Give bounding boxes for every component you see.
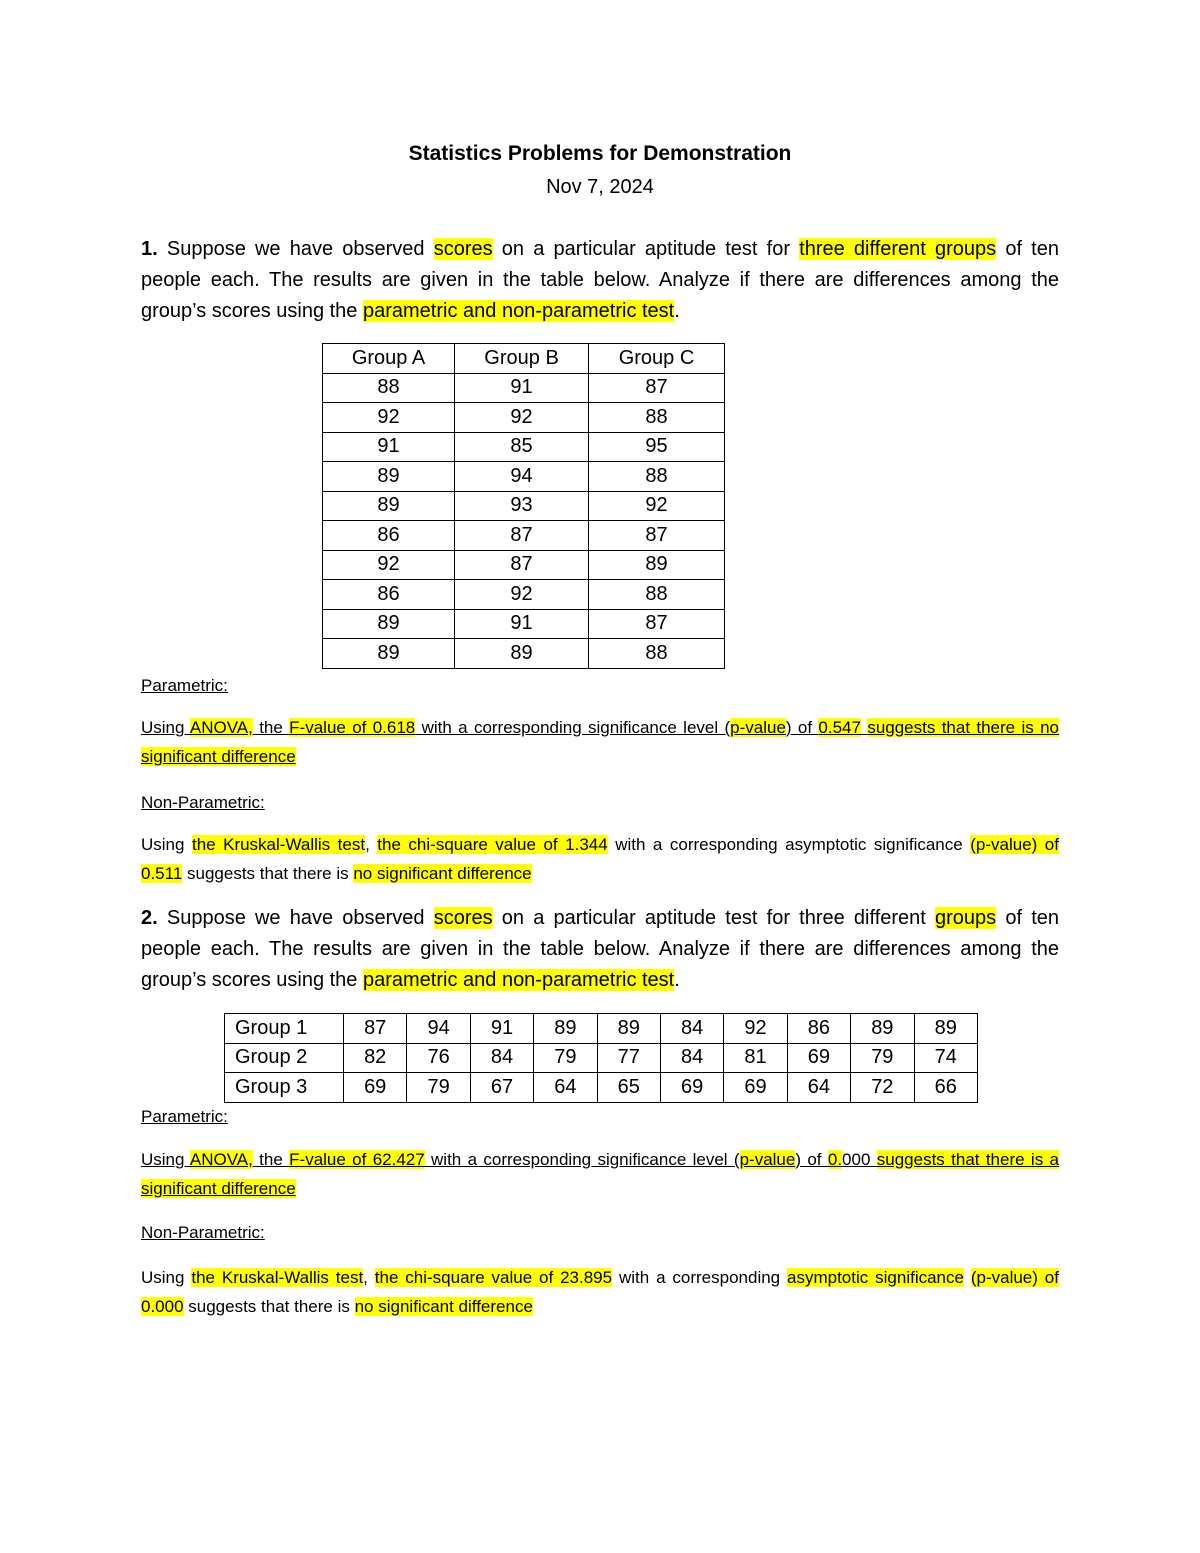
text: with a corresponding significance level (	[415, 718, 731, 737]
table-cell: 85	[455, 432, 589, 462]
table-row	[323, 432, 725, 462]
table-cell: 84	[470, 1043, 533, 1073]
highlight: p-value	[730, 718, 786, 737]
table-cell: 93	[455, 491, 589, 521]
problem-number: 2.	[141, 907, 158, 929]
highlight: the Kruskal-Wallis test	[191, 1268, 364, 1287]
table-cell: 84	[660, 1043, 723, 1073]
problem-1-nonparametric-result	[141, 831, 1059, 888]
table-row	[323, 491, 725, 521]
table-cell: 89	[323, 462, 455, 492]
table-cell: 89	[589, 550, 725, 580]
table-cell: 88	[589, 403, 725, 433]
table-cell: 89	[455, 639, 589, 669]
table-header-cell: Group A	[323, 344, 455, 374]
table-cell: 92	[323, 550, 455, 580]
table-row	[225, 1043, 978, 1073]
table-cell: 91	[455, 609, 589, 639]
table-cell: 87	[589, 373, 725, 403]
highlight: suggests that there is no significant difference	[141, 718, 1059, 766]
table-cell: 69	[787, 1043, 850, 1073]
nonparametric-label: Non-Parametric:	[141, 1223, 265, 1242]
problem-2-statement	[141, 903, 1059, 996]
problem-2-parametric-result	[141, 1146, 1059, 1203]
table-header-cell: Group B	[455, 344, 589, 374]
text	[870, 1150, 876, 1169]
highlight: no significant difference	[354, 1296, 533, 1316]
table-cell: 92	[724, 1014, 787, 1044]
highlight: 0.547	[818, 718, 861, 737]
row-label: Group 1	[225, 1014, 344, 1044]
text: ,	[365, 835, 378, 854]
nonparametric-label: Non-Parametric:	[141, 793, 265, 812]
highlight: ANOVA,	[189, 718, 253, 737]
table-cell: 89	[534, 1014, 597, 1044]
text: suggests that there is	[183, 1296, 355, 1316]
table-cell: 84	[660, 1014, 723, 1044]
text: Using	[141, 835, 192, 854]
highlight: parametric and non-parametric test	[362, 300, 675, 322]
text: the	[252, 1150, 290, 1169]
table-row	[323, 373, 725, 403]
table-cell: 94	[407, 1014, 470, 1044]
row-label: Group 3	[225, 1073, 344, 1103]
document-date: Nov 7, 2024	[546, 176, 654, 198]
table-header-cell: Group C	[589, 344, 725, 374]
text: of ten people each. The results are given in the table below. Analyze if there are differences among the group’s scores using the	[141, 907, 1059, 991]
problem-1-table	[322, 343, 725, 669]
table-cell: 74	[914, 1043, 977, 1073]
highlight: (p-value) of 0.511	[141, 835, 1059, 883]
text	[964, 1268, 971, 1287]
highlight: ANOVA,	[189, 1150, 253, 1169]
table-cell: 86	[323, 580, 455, 610]
table-cell: 69	[724, 1073, 787, 1103]
problem-1-parametric-result	[141, 714, 1059, 771]
text: Suppose we have observed	[157, 238, 434, 260]
table-row	[323, 462, 725, 492]
table-row	[323, 639, 725, 669]
problem-number: 1.	[141, 238, 158, 260]
table-cell: 86	[323, 521, 455, 551]
table-cell: 65	[597, 1073, 660, 1103]
table-cell: 87	[455, 521, 589, 551]
parametric-label: Parametric:	[141, 1107, 228, 1126]
table-cell: 89	[323, 639, 455, 669]
table-row	[323, 550, 725, 580]
text: ,	[363, 1268, 375, 1287]
problem-2-table	[224, 1013, 978, 1103]
table-cell: 95	[589, 432, 725, 462]
table-row	[323, 609, 725, 639]
highlight: suggests that there is a significant difference	[141, 1150, 1059, 1198]
highlight: no significant difference	[353, 863, 532, 883]
table-cell: 92	[455, 403, 589, 433]
document-title: Statistics Problems for Demonstration	[408, 142, 792, 165]
highlight: (p-value) of 0.000	[141, 1268, 1059, 1316]
table-cell: 94	[455, 462, 589, 492]
table-cell: 88	[589, 462, 725, 492]
highlight: the Kruskal-Wallis test	[191, 835, 366, 854]
table-row	[225, 1014, 978, 1044]
table-cell: 79	[851, 1043, 914, 1073]
table-row	[323, 403, 725, 433]
highlight: asymptotic significance	[787, 1268, 964, 1287]
table-cell: 64	[787, 1073, 850, 1103]
highlight: F-value of 0.618	[289, 718, 416, 737]
table-cell: 69	[344, 1073, 407, 1103]
text: ) of	[795, 1150, 828, 1169]
table-cell: 86	[787, 1014, 850, 1044]
text: Suppose we have observed	[157, 907, 434, 929]
text: 000	[842, 1150, 871, 1169]
table-cell: 89	[597, 1014, 660, 1044]
text: with a corresponding significance level (	[424, 1150, 740, 1169]
table-cell: 89	[851, 1014, 914, 1044]
table-cell: 79	[534, 1043, 597, 1073]
table-cell: 88	[589, 639, 725, 669]
text: of ten people each. The results are given in the table below. Analyze if there are differences among the group’s scores using the	[141, 238, 1059, 322]
text: with a corresponding	[612, 1268, 788, 1287]
table-cell: 87	[455, 550, 589, 580]
highlight: 0.	[827, 1150, 843, 1169]
table-cell: 87	[589, 609, 725, 639]
text: with a corresponding asymptotic significance	[607, 835, 971, 854]
text: on a particular aptitude test for	[492, 238, 800, 260]
table-cell: 92	[589, 491, 725, 521]
text: .	[674, 969, 680, 991]
table-cell: 91	[323, 432, 455, 462]
problem-1-statement	[141, 234, 1059, 327]
highlight: three different groups	[799, 238, 997, 260]
text: suggests that there is	[182, 863, 354, 883]
table-cell: 92	[323, 403, 455, 433]
table-cell: 89	[914, 1014, 977, 1044]
text: Using	[141, 718, 190, 737]
text: the	[252, 718, 290, 737]
table-cell: 89	[323, 609, 455, 639]
highlight: F-value of 62.427	[289, 1150, 425, 1169]
highlight: the chi-square value of 23.895	[374, 1268, 613, 1287]
table-cell: 81	[724, 1043, 787, 1073]
table-cell: 88	[589, 580, 725, 610]
table-header-row	[323, 344, 725, 374]
parametric-label: Parametric:	[141, 676, 228, 695]
table-cell: 82	[344, 1043, 407, 1073]
table-cell: 69	[660, 1073, 723, 1103]
table-row	[323, 580, 725, 610]
highlight: parametric and non-parametric test	[362, 969, 675, 991]
table-cell: 92	[455, 580, 589, 610]
table-cell: 91	[470, 1014, 533, 1044]
highlight: scores	[433, 907, 493, 929]
text: ) of	[785, 718, 819, 737]
highlight: p-value	[739, 1150, 796, 1169]
table-cell: 77	[597, 1043, 660, 1073]
table-cell: 76	[407, 1043, 470, 1073]
highlight: scores	[433, 238, 493, 260]
table-cell: 89	[323, 491, 455, 521]
table-row	[323, 521, 725, 551]
text: .	[674, 300, 680, 322]
table-cell: 79	[407, 1073, 470, 1103]
table-cell: 64	[534, 1073, 597, 1103]
table-row	[225, 1073, 978, 1103]
row-label: Group 2	[225, 1043, 344, 1073]
problem-2-nonparametric-result	[141, 1264, 1059, 1321]
highlight: the chi-square value of 1.344	[377, 835, 608, 854]
table-cell: 87	[589, 521, 725, 551]
text: Using	[141, 1268, 192, 1287]
table-cell: 88	[323, 373, 455, 403]
table-cell: 91	[455, 373, 589, 403]
highlight: groups	[935, 907, 997, 929]
table-cell: 72	[851, 1073, 914, 1103]
table-cell: 66	[914, 1073, 977, 1103]
table-cell: 87	[344, 1014, 407, 1044]
table-cell: 67	[470, 1073, 533, 1103]
text: on a particular aptitude test for three different	[492, 907, 936, 929]
text: Using	[141, 1150, 190, 1169]
